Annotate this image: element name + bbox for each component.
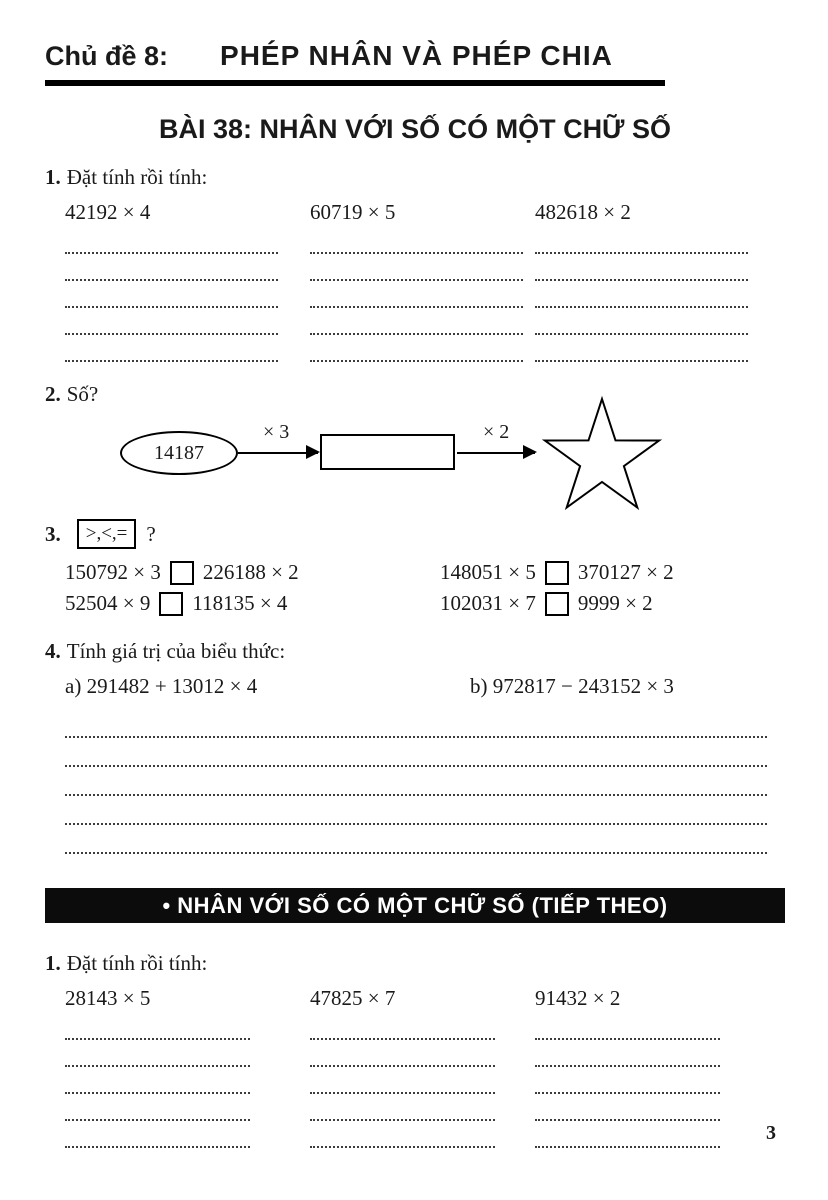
exercise-label: Đặt tính rồi tính: <box>66 165 208 189</box>
expression-part <box>65 674 470 699</box>
answer-row <box>65 227 785 254</box>
exercise-4-answer-area <box>45 709 785 854</box>
exercise-label: Đặt tính rồi tính: <box>66 951 208 975</box>
comparison-answer-box <box>545 561 569 585</box>
comparison-answer-box <box>170 561 194 585</box>
answer-dotted-line <box>535 1119 720 1121</box>
answer-dotted-line <box>535 1038 720 1040</box>
exercise-number: 2. <box>45 382 61 406</box>
answer-dotted-line <box>65 252 278 254</box>
exercise-4-heading <box>45 639 785 664</box>
exercise-1-problems <box>45 200 785 225</box>
part-expression: 972817 − 243152 × 3 <box>492 674 674 698</box>
problem: 42192 × 4 <box>65 200 151 224</box>
problem: 28143 × 5 <box>65 986 151 1010</box>
arrow-right-icon <box>457 452 535 454</box>
answer-dotted-line <box>535 1092 720 1094</box>
answer-dotted-line <box>535 360 748 362</box>
exercise-2-heading <box>45 382 785 407</box>
answer-dotted-line <box>535 333 748 335</box>
exercise-number: 3. <box>45 521 61 546</box>
comparison-left: 148051 × 5 <box>440 560 536 584</box>
answer-row <box>65 1094 785 1121</box>
arrow-right-icon <box>238 452 318 454</box>
exercise-1-heading <box>45 165 785 190</box>
answer-dotted-line <box>310 1092 495 1094</box>
answer-row <box>65 1013 785 1040</box>
comparison-item <box>440 588 785 619</box>
start-value: 14187 <box>154 441 204 464</box>
exercise-number: 4. <box>45 639 61 663</box>
answer-dotted-line <box>535 1146 720 1148</box>
section2-exercise-1-problems <box>45 986 785 1011</box>
chapter-title: PHÉP NHÂN VÀ PHÉP CHIA <box>220 40 613 71</box>
problem: 482618 × 2 <box>535 200 631 224</box>
intermediate-answer-box <box>320 434 455 470</box>
answer-row <box>65 1040 785 1067</box>
answer-dotted-line <box>310 333 523 335</box>
answer-dotted-line <box>310 1146 495 1148</box>
exercise-1-answer-area <box>45 227 785 362</box>
comparison-item <box>440 557 785 588</box>
comparison-right: 9999 × 2 <box>577 591 653 615</box>
answer-dotted-line <box>535 279 748 281</box>
answer-dotted-line <box>65 1092 250 1094</box>
answer-dotted-line <box>65 709 767 738</box>
answer-row <box>65 254 785 281</box>
comparison-left: 102031 × 7 <box>440 591 536 615</box>
answer-dotted-line <box>310 306 523 308</box>
answer-dotted-line <box>310 360 523 362</box>
answer-dotted-line <box>65 1038 250 1040</box>
answer-row <box>65 1121 785 1148</box>
exercise-label: Tính giá trị của biểu thức: <box>66 639 286 663</box>
part-label: b) <box>470 674 488 698</box>
exercise-number: 1. <box>45 951 61 975</box>
answer-dotted-line <box>65 767 767 796</box>
answer-dotted-line <box>65 796 767 825</box>
chapter-label: Chủ đề 8: <box>45 41 169 71</box>
answer-dotted-line <box>65 1146 250 1148</box>
answer-dotted-line <box>65 1065 250 1067</box>
multiply-step-label: × 3 <box>263 421 290 443</box>
answer-row <box>65 335 785 362</box>
answer-dotted-line <box>65 306 278 308</box>
problem: 47825 × 7 <box>310 986 396 1010</box>
number-machine-diagram <box>45 419 785 505</box>
answer-dotted-line <box>65 360 278 362</box>
answer-dotted-line <box>535 306 748 308</box>
answer-dotted-line <box>310 1065 495 1067</box>
comparison-right: 226188 × 2 <box>202 560 299 584</box>
answer-dotted-line <box>310 252 523 254</box>
section-banner: • NHÂN VỚI SỐ CÓ MỘT CHỮ SỐ (TIẾP THEO) <box>45 888 785 923</box>
comparison-item <box>65 588 440 619</box>
answer-dotted-line <box>535 252 748 254</box>
comparison-item <box>65 557 440 588</box>
problem: 91432 × 2 <box>535 986 621 1010</box>
multiply-step-label: × 2 <box>483 421 510 443</box>
comparison-left: 150792 × 3 <box>65 560 161 584</box>
comparison-answer-box <box>545 592 569 616</box>
answer-row <box>65 281 785 308</box>
comparison-left: 52504 × 9 <box>65 591 151 615</box>
comparison-right: 118135 × 4 <box>192 591 288 615</box>
exercise-label: Số? <box>66 382 99 406</box>
comparison-right: 370127 × 2 <box>577 560 674 584</box>
part-expression: 291482 + 13012 × 4 <box>86 674 258 698</box>
start-value-oval <box>120 431 238 475</box>
comparison-symbols-box: >,<,= <box>77 519 137 549</box>
comparison-answer-box <box>159 592 183 616</box>
answer-dotted-line <box>65 738 767 767</box>
answer-row <box>65 308 785 335</box>
answer-dotted-line <box>310 1038 495 1040</box>
lesson-title: BÀI 38: NHÂN VỚI SỐ CÓ MỘT CHỮ SỐ <box>159 114 671 144</box>
answer-dotted-line <box>65 1119 250 1121</box>
answer-row <box>65 1067 785 1094</box>
exercise-number: 1. <box>45 165 61 189</box>
exercise-3-heading <box>45 519 785 549</box>
page-number: 3 <box>766 1122 776 1144</box>
answer-dotted-line <box>65 279 278 281</box>
answer-dotted-line <box>65 825 767 854</box>
answer-dotted-line <box>310 1119 495 1121</box>
answer-dotted-line <box>535 1065 720 1067</box>
section2-exercise-1-answer-area <box>45 1013 785 1148</box>
expression-part <box>470 674 785 699</box>
part-label: a) <box>65 674 82 698</box>
star-shape <box>537 395 667 519</box>
question-mark: ? <box>146 521 156 546</box>
answer-dotted-line <box>65 333 278 335</box>
exercise-4-parts <box>45 674 785 699</box>
chapter-header <box>45 40 665 86</box>
section2-exercise-1-heading <box>45 951 785 976</box>
answer-dotted-line <box>310 279 523 281</box>
exercise-3-comparisons <box>45 557 785 619</box>
problem: 60719 × 5 <box>310 200 396 224</box>
